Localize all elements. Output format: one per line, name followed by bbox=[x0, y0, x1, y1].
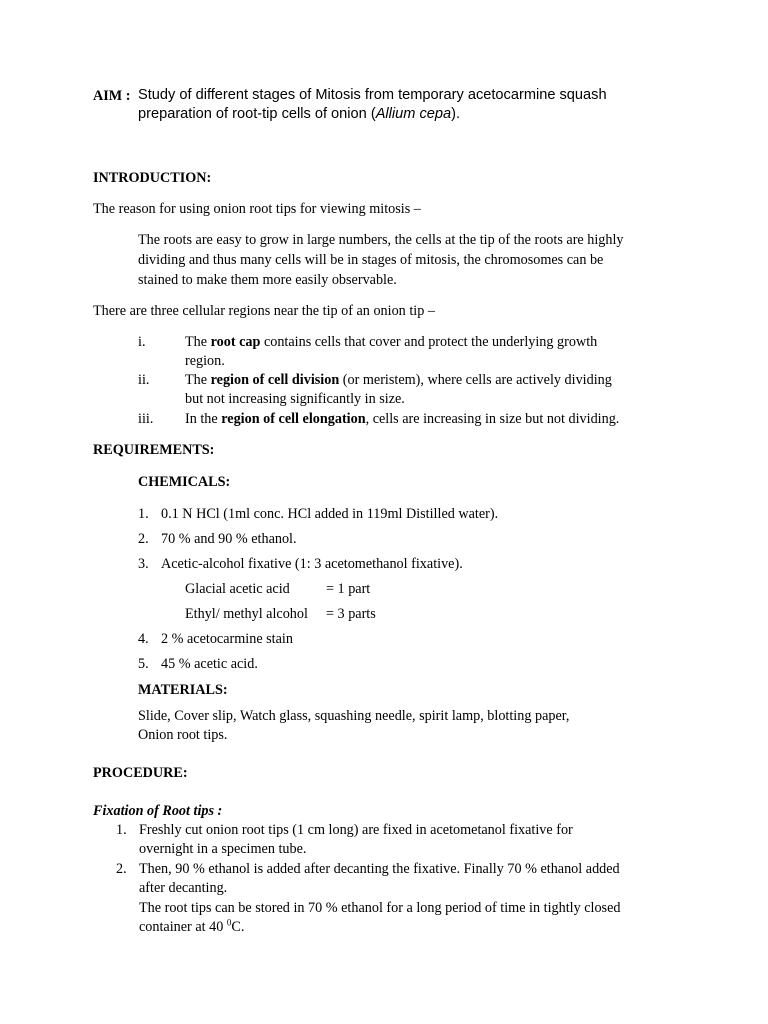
reason-para-line-3: stained to make them more easily observable. bbox=[138, 272, 397, 288]
aim-line-2: preparation of root-tip cells of onion (Allium cepa). bbox=[138, 106, 461, 122]
fixation-heading: Fixation of Root tips : bbox=[93, 803, 223, 819]
chemical-4-text: 2 % acetocarmine stain bbox=[161, 631, 293, 647]
chemical-2-text: 70 % and 90 % ethanol. bbox=[161, 531, 297, 547]
species-name: Allium cepa bbox=[375, 106, 452, 122]
fixative-part-1-name: Glacial acetic acid bbox=[185, 581, 290, 597]
region-2-text: The region of cell division (or meristem), where cells are actively dividing bbox=[185, 372, 612, 388]
storage-line-1: The root tips can be stored in 70 % ethanol for a long period of time in tightly closed bbox=[139, 900, 621, 916]
region-1-continuation: region. bbox=[185, 353, 225, 369]
requirements-heading: REQUIREMENTS: bbox=[93, 442, 215, 458]
aim-line-1: Study of different stages of Mitosis from temporary acetocarmine squash bbox=[138, 87, 607, 103]
introduction-heading: INTRODUCTION: bbox=[93, 170, 212, 186]
chemical-3-number: 3. bbox=[138, 556, 149, 572]
chemical-3-text: Acetic-alcohol fixative (1: 3 acetomethanol fixative). bbox=[161, 556, 463, 572]
region-2-continuation: but not increasing significantly in size. bbox=[185, 391, 405, 407]
region-3-number: iii. bbox=[138, 411, 154, 427]
storage-line-2: container at 40 $^0$C. bbox=[139, 917, 245, 935]
chemical-5-number: 5. bbox=[138, 656, 149, 672]
materials-heading: MATERIALS: bbox=[138, 682, 228, 698]
chemical-2-number: 2. bbox=[138, 531, 149, 547]
procedure-heading: PROCEDURE: bbox=[93, 765, 188, 781]
degree-superscript: 0 bbox=[226, 917, 232, 928]
chemicals-heading: CHEMICALS: bbox=[138, 474, 231, 490]
step-1-line-2: overnight in a specimen tube. bbox=[139, 841, 307, 857]
region-2-number: ii. bbox=[138, 372, 150, 388]
step-2-number: 2. bbox=[116, 861, 127, 877]
materials-line-1: Slide, Cover slip, Watch glass, squashing needle, spirit lamp, blotting paper, bbox=[138, 708, 570, 724]
materials-line-2: Onion root tips. bbox=[138, 727, 228, 743]
step-1-number: 1. bbox=[116, 822, 127, 838]
region-3-text: In the region of cell elongation, cells are increasing in size but not dividing. bbox=[185, 411, 620, 427]
step-1-line-1: Freshly cut onion root tips (1 cm long) are fixed in acetometanol fixative for bbox=[139, 822, 573, 838]
regions-line: There are three cellular regions near the tip of an onion tip – bbox=[93, 303, 435, 319]
reason-para-line-2: dividing and thus many cells will be in stages of mitosis, the chromosomes can be bbox=[138, 252, 604, 268]
chemical-4-number: 4. bbox=[138, 631, 149, 647]
chemical-5-text: 45 % acetic acid. bbox=[161, 656, 258, 672]
fixative-part-2-amount: = 3 parts bbox=[326, 606, 376, 622]
region-1-number: i. bbox=[138, 334, 146, 350]
chemical-1-text: 0.1 N HCl (1ml conc. HCl added in 119ml Distilled water). bbox=[161, 506, 499, 522]
fixative-part-2-name: Ethyl/ methyl alcohol bbox=[185, 606, 308, 622]
fixative-part-1-amount: = 1 part bbox=[326, 581, 371, 597]
chemical-1-number: 1. bbox=[138, 506, 149, 522]
region-1-text: The root cap contains cells that cover and protect the underlying growth bbox=[185, 334, 598, 350]
aim-label: AIM : bbox=[93, 88, 131, 104]
step-2-line-1: Then, 90 % ethanol is added after decanting the fixative. Finally 70 % ethanol added bbox=[139, 861, 620, 877]
step-2-line-2: after decanting. bbox=[139, 880, 228, 896]
reason-line: The reason for using onion root tips for viewing mitosis – bbox=[93, 201, 421, 217]
reason-para-line-1: The roots are easy to grow in large numbers, the cells at the tip of the roots are highly bbox=[138, 232, 624, 248]
